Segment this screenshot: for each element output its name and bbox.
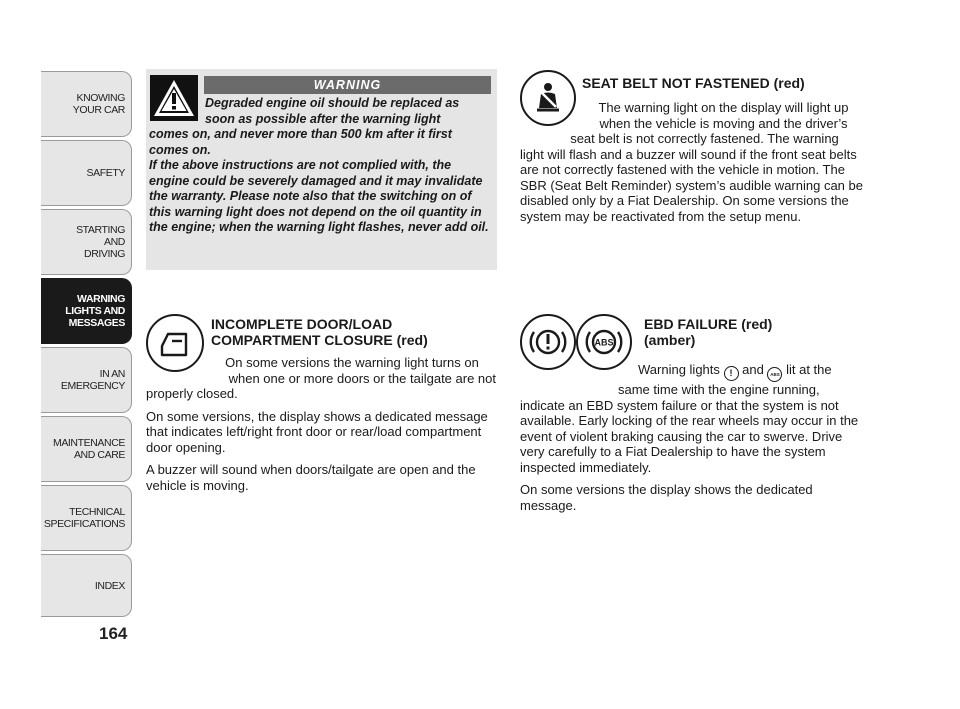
warning-text [149,96,494,236]
warning-box [146,69,497,270]
body-paragraph: On some versions the display shows the dedicated message. [520,482,813,513]
title-text: SEAT BELT NOT FASTENED [582,75,770,91]
body-line: seat belt is not correctly fastened. The warning [570,131,839,146]
body-text: and [742,362,764,377]
ebd-title [644,316,865,348]
seat-belt-section [520,75,865,224]
tab-maintenance-and-care[interactable] [41,416,132,482]
title-text: COMPARTMENT CLOSURE [211,332,393,348]
seat-belt-title [582,75,865,91]
door-body [146,355,496,493]
body-paragraph: indicate an EBD system failure or that the system is not available. Early locking of the rear wheels may occur in the event of violent braking causing the car to swerve. Drive very carefully to a Fiat Dealership to have the system inspected immediately. [520,397,859,475]
tab-label: STARTING [76,224,125,236]
ebd-intro [520,362,865,382]
abs-label: ABS [594,337,614,348]
brake-warning-inline-icon: ! [724,366,739,381]
title-color: (red) [396,332,428,348]
tab-label: YOUR CAR [72,104,125,116]
tab-label: AND [104,236,125,248]
tab-label: EMERGENCY [60,380,125,392]
tab-label: KNOWING [76,92,125,104]
page-number: 164 [99,624,128,643]
warning-heading: WARNING [204,76,491,94]
tab-label: TECHNICAL [69,506,125,518]
tab-label: AND CARE [73,449,125,461]
warning-line: soon as possible after the warning light [205,111,441,126]
door-title [211,316,496,348]
ebd-section [520,316,865,513]
tab-label: WARNING [77,293,125,305]
body-paragraph: A buzzer will sound when doors/tailgate are open and the vehicle is moving. [146,462,476,493]
warning-line: Degraded engine oil should be replaced as [205,96,460,110]
body-line: same time with the engine running, [618,382,820,397]
tab-label: MAINTENANCE [52,437,125,449]
body-paragraph: On some versions, the display shows a dedicated message that indicates left/right front door or rear/load compartment door opening. [146,408,488,455]
tab-label: SAFETY [86,167,125,179]
abs-inline-icon: ABS [767,367,782,382]
door-section [146,316,496,493]
tab-label: LIGHTS AND [65,305,125,317]
tab-warning-lights-and-messages[interactable] [41,278,132,344]
title-color: (red) [741,316,773,332]
body-line: The warning light on the display will light up [598,100,849,115]
tab-index[interactable] [41,554,132,617]
title-color: (amber) [644,332,696,348]
seat-belt-body [520,100,865,224]
body-paragraph: light will flash and a buzzer will sound if the front seat belts are not correctly fastened with the vehicle in motion. The SBR (Seat Belt Reminder) system’s audible warning can be disabled only by a Fiat Dealership. On some versions the system may be reactivated from the setup menu. [520,146,863,224]
body-line: On some versions the warning light turns on [225,355,479,370]
tab-label: SPECIFICATIONS [43,518,125,530]
tab-label: IN AN [99,368,125,380]
title-text: EBD FAILURE [644,316,738,332]
tab-safety[interactable] [41,140,132,206]
body-text: Warning lights [638,362,720,377]
body-text: lit at the [786,362,832,377]
title-color: (red) [773,75,805,91]
title-text: INCOMPLETE DOOR/LOAD [211,316,393,332]
tab-label: INDEX [94,579,125,592]
body-line: when one or more doors or the tailgate are not [228,370,496,386]
tab-knowing-your-car[interactable] [41,71,132,137]
tab-technical-specifications[interactable] [41,485,132,551]
warning-paragraph: If the above instructions are not complied with, the engine could be severely damaged and it may invalidate the warranty. Please note also that the switching on of this warning light does not depend on the oil quantity in the engine; when the warning light flashes, never add oil. [149,158,489,234]
warning-line: comes on, and never more than 500 km after it first comes on. [149,127,452,157]
tab-label: MESSAGES [68,317,125,329]
tab-starting-and-driving[interactable] [41,209,132,275]
tab-in-an-emergency[interactable] [41,347,132,413]
body-line: when the vehicle is moving and the driver’s [599,115,848,131]
ebd-body [520,362,865,513]
tab-label: DRIVING [84,248,125,260]
body-line: properly closed. [146,386,238,401]
